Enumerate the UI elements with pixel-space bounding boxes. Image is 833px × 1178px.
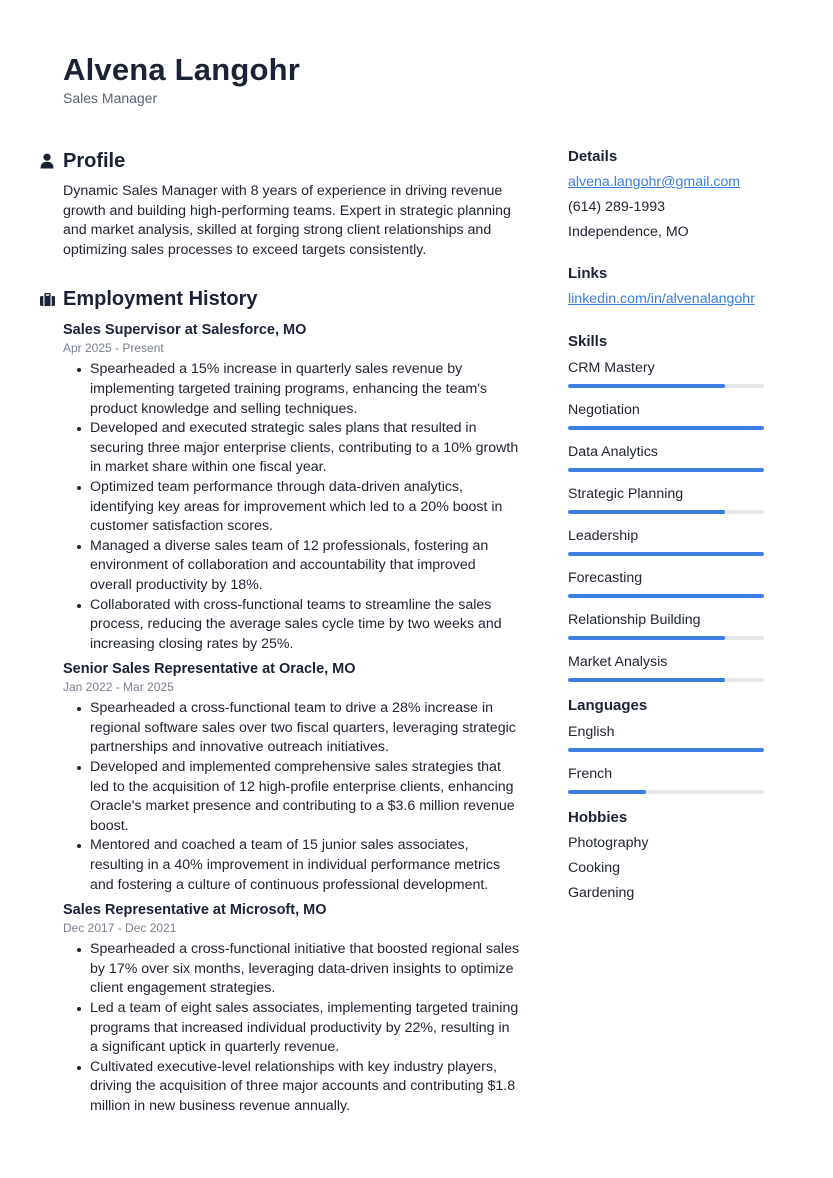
links-heading: Links: [568, 265, 608, 283]
skill-bar-fill: [568, 636, 725, 640]
job-bullet: Optimized team performance through data-driven analytics, identifying key areas for improvement which led to a 20% boost in customer satisfaction scores.: [77, 478, 520, 537]
skill-item: [568, 484, 764, 514]
job-bullet: Developed and implemented comprehensive sales strategies that led to the acquisition of 12 high-profile enterprise clients, enhancing Oracle's market presence and contributing to a $3.6 million revenue boost.: [77, 758, 520, 836]
job-bullet: Collaborated with cross-functional teams to streamline the sales process, reducing the average sales cycle time by two weeks and increasing closing rates by 25%.: [77, 596, 520, 655]
main-column: [40, 148, 520, 1117]
skill-label: Leadership: [568, 528, 639, 545]
job-bullets: [77, 699, 520, 895]
job-bullet: Developed and executed strategic sales plans that resulted in securing three major enterprise clients, contributing to a 10% growth in market share within one fiscal year.: [77, 419, 520, 478]
job-title: Senior Sales Representative at Oracle, MO: [63, 661, 356, 678]
job-entry: [63, 900, 520, 1116]
resume-header: [63, 52, 300, 107]
skill-bar-fill: [568, 678, 725, 682]
language-item: [568, 722, 764, 752]
linkedin-link[interactable]: linkedin.com/in/alvenalangohr: [568, 291, 755, 308]
job-bullet: Spearheaded a cross-functional team to drive a 28% increase in regional software sales over two fiscal quarters, leveraging strategic partnerships and innovative outreach initiatives.: [77, 699, 520, 758]
employment-heading: Employment History: [63, 287, 258, 310]
job-date: Apr 2025 - Present: [63, 341, 164, 356]
skill-label: Data Analytics: [568, 444, 658, 461]
skill-bar-fill: [568, 594, 764, 598]
job-bullet: Cultivated executive-level relationships with key industry players, driving the acquisition of three major accounts and contributing $1.8 million in new business revenue annually.: [77, 1058, 520, 1117]
skill-label: Market Analysis: [568, 654, 668, 671]
skill-item: [568, 610, 764, 640]
language-bar-fill: [568, 748, 764, 752]
job-bullet: Mentored and coached a team of 15 junior sales associates, resulting in a 40% improvement in individual performance metrics and fostering a culture of continuous professional development.: [77, 836, 520, 895]
job-title: Sales Representative at Microsoft, MO: [63, 902, 327, 919]
skill-bar: [568, 426, 764, 430]
skill-bar: [568, 552, 764, 556]
job-bullet: Spearheaded a cross-functional initiative that boosted regional sales by 17% over six months, leveraging data-driven insights to optimize client engagement strategies.: [77, 940, 520, 999]
job-date: Jan 2022 - Mar 2025: [63, 680, 174, 695]
language-item: [568, 764, 764, 794]
profile-heading: Profile: [63, 149, 126, 172]
employment-section-header: [40, 286, 520, 312]
sidebar: [568, 147, 764, 906]
skill-bar-fill: [568, 384, 725, 388]
skill-item: [568, 652, 764, 682]
language-bar: [568, 748, 764, 752]
job-bullet: Led a team of eight sales associates, implementing targeted training programs that increased individual productivity by 22%, resulting in a significant uptick in quarterly revenue.: [77, 999, 520, 1058]
skill-bar-fill: [568, 468, 764, 472]
briefcase-icon: [40, 293, 63, 306]
person-icon: [40, 153, 63, 169]
hobby-item: Gardening: [568, 884, 635, 901]
profile-section-header: [40, 148, 520, 174]
skill-item: [568, 526, 764, 556]
skill-bar: [568, 384, 764, 388]
skill-bar: [568, 678, 764, 682]
languages-heading: Languages: [568, 697, 648, 715]
job-bullet: Spearheaded a 15% increase in quarterly sales revenue by implementing targeted training programs, enhancing the team's product knowledge and selling techniques.: [77, 360, 520, 419]
skill-label: Strategic Planning: [568, 486, 684, 503]
job-entry: [63, 320, 520, 654]
skill-bar-fill: [568, 426, 764, 430]
hobbies-list: [568, 831, 764, 905]
skills-heading: Skills: [568, 333, 608, 351]
languages-list: [568, 722, 764, 794]
phone-number: (614) 289-1993: [568, 198, 666, 215]
skill-bar-fill: [568, 510, 725, 514]
language-label: English: [568, 724, 615, 741]
hobby-item: Cooking: [568, 859, 621, 876]
skill-label: Relationship Building: [568, 612, 701, 629]
job-entry: [63, 659, 520, 895]
job-bullets: [77, 360, 520, 654]
language-bar-fill: [568, 790, 646, 794]
job-date: Dec 2017 - Dec 2021: [63, 921, 177, 936]
skill-label: Negotiation: [568, 402, 640, 419]
skill-item: [568, 442, 764, 472]
skill-bar: [568, 468, 764, 472]
profile-summary: Dynamic Sales Manager with 8 years of experience in driving revenue growth and building high-performing teams. Expert in strategic planning and market analysis, skilled at forging strong client relationships and optimizing sales processes to exceed targets consistently.: [63, 183, 511, 258]
job-bullets: [77, 940, 520, 1116]
job-bullet: Managed a diverse sales team of 12 professionals, fostering an environment of collaboration and accountability that improved overall productivity by 18%.: [77, 537, 520, 596]
location: Independence, MO: [568, 223, 689, 240]
skill-bar: [568, 510, 764, 514]
skill-bar-fill: [568, 552, 764, 556]
details-heading: Details: [568, 148, 618, 165]
skill-bar: [568, 594, 764, 598]
skill-label: CRM Mastery: [568, 360, 655, 377]
language-label: French: [568, 766, 613, 783]
email-link[interactable]: alvena.langohr@gmail.com: [568, 174, 741, 190]
language-bar: [568, 790, 764, 794]
hobbies-heading: Hobbies: [568, 809, 628, 827]
skill-bar: [568, 636, 764, 640]
skills-list: [568, 358, 764, 682]
skill-item: [568, 400, 764, 430]
skill-item: [568, 358, 764, 388]
job-title: Sales Supervisor at Salesforce, MO: [63, 322, 307, 339]
skill-label: Forecasting: [568, 570, 643, 587]
candidate-title: Sales Manager: [63, 90, 158, 106]
candidate-name: Alvena Langohr: [63, 52, 301, 87]
skill-item: [568, 568, 764, 598]
hobby-item: Photography: [568, 835, 649, 852]
